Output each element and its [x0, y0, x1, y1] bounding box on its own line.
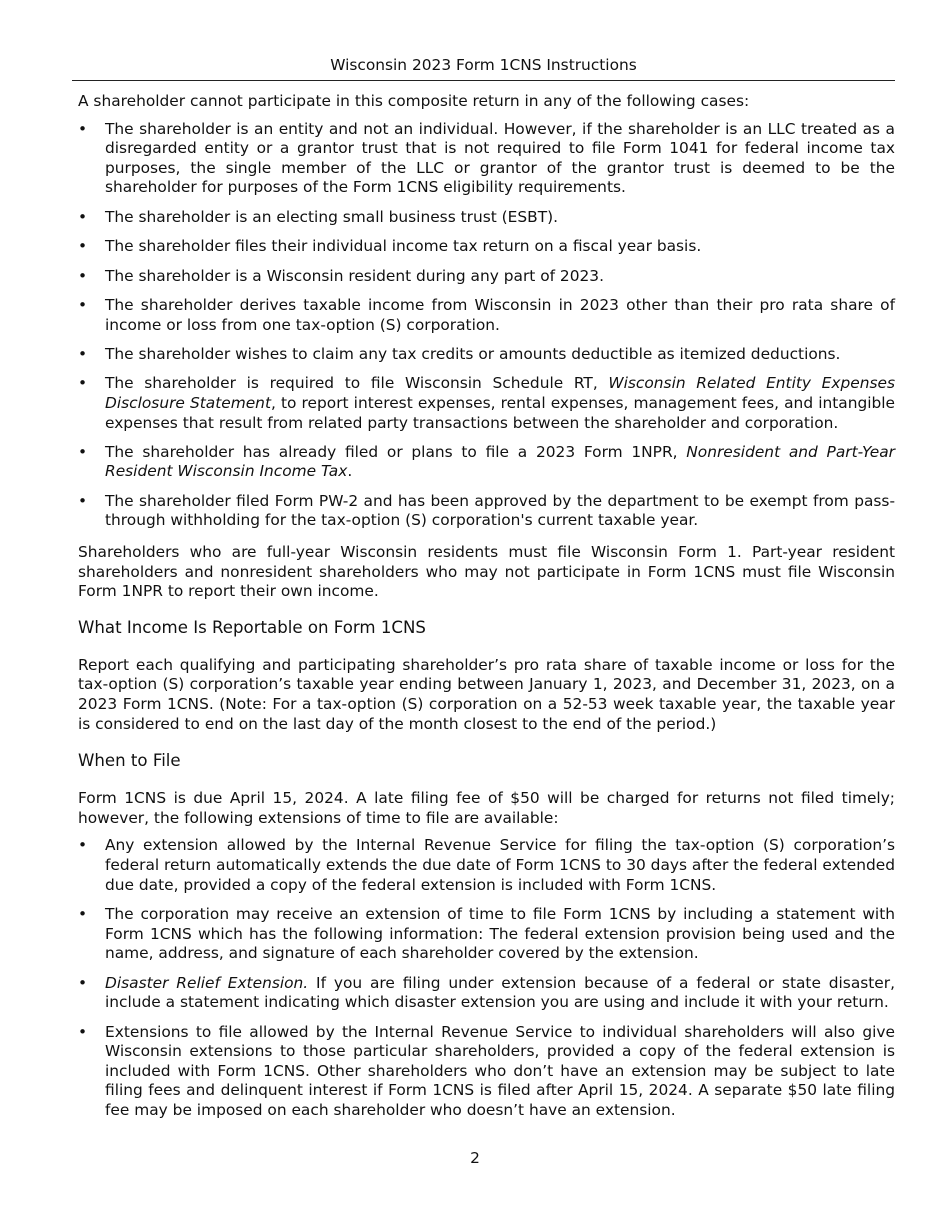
bullet-icon: • [78, 207, 88, 226]
list-item: • The shareholder is an electing small business trust (ESBT). [78, 207, 559, 226]
list-item: • Disaster Relief Extension. If you are filing under extension because of a federal or state disaster, include a statement indicating which disaster extension you are using and include it with your return. [78, 973, 895, 1012]
bullet-icon: • [78, 1022, 88, 1041]
list-item: • The shareholder filed Form PW-2 and has been approved by the department to be exempt from pass-through withholding for the tax-option (S) corporation's current taxable year. [78, 491, 895, 530]
page-number: 2 [470, 1149, 480, 1167]
list-item: • The shareholder has already filed or plans to file a 2023 Form 1NPR, Nonresident and Part-Year Resident Wisconsin Income Tax. [78, 442, 895, 481]
section1-intro: A shareholder cannot participate in this composite return in any of the following cases: [78, 92, 750, 110]
page-content [78, 92, 895, 1130]
bullet-icon: • [78, 904, 88, 923]
disaster-relief-label: Disaster Relief Extension. [105, 973, 309, 992]
bullet-icon: • [78, 442, 88, 461]
list-item: • The shareholder files their individual income tax return on a fiscal year basis. [78, 237, 702, 256]
bullet-icon: • [78, 237, 88, 256]
bullet-icon: • [78, 119, 88, 138]
heading-when-to-file: When to File [78, 751, 181, 771]
when-paragraph: Form 1CNS is due April 15, 2024. A late filing fee of $50 will be charged for returns not filed timely; however, the following extensions of time to file are available: [78, 789, 895, 827]
form-title: Wisconsin Related Entity Expenses Disclosure Statement [105, 374, 895, 412]
list-item: • The shareholder derives taxable income from Wisconsin in 2023 other than their pro rata share of income or loss from one tax-option (S) corporation. [78, 295, 895, 334]
bullet-icon: • [78, 266, 88, 285]
bullet-icon: • [78, 836, 88, 855]
bullet-icon: • [78, 295, 88, 314]
form-title: Nonresident and Part-Year Resident Wisconsin Income Tax [105, 442, 895, 481]
list-item: • Extensions to file allowed by the Internal Revenue Service to individual shareholders will also give Wisconsin extensions to those particular shareholders, provided a copy of the federal extension is included with Form 1CNS. Other shareholders who don’t have an extension may be subject to late filing fees and delinquent interest if Form 1CNS is filed after April 15, 2024. A separate $50 late filing fee may be imposed on each shareholder who doesn’t have an extension. [78, 1022, 895, 1119]
bullet-icon: • [78, 491, 88, 510]
section1-closing: Shareholders who are full-year Wisconsin residents must file Wisconsin Form 1. Part-year resident shareholders and nonresident shareholders who may not participate in Form 1CNS must file Wisconsin Form 1NPR to report their own income. [78, 543, 895, 601]
list-item: • The shareholder is a Wisconsin resident during any part of 2023. [78, 266, 604, 285]
list-item: • Any extension allowed by the Internal Revenue Service for filing the tax-option (S) corporation’s federal return automatically extends the due date of Form 1CNS to 30 days after the federal extended due date, provided a copy of the federal extension is included with Form 1CNS. [78, 836, 895, 894]
bullet-icon: • [78, 973, 88, 992]
list-item: • The shareholder is required to file Wisconsin Schedule RT, Wisconsin Related Entity Expenses Disclosure Statement, to report interest expenses, rental expenses, management fees, and intangible expenses that result from related party transactions between the shareholder and corporation. [78, 374, 896, 432]
extensions-list [78, 836, 895, 1120]
list-item: • The shareholder is an entity and not an individual. However, if the shareholder is an LLC treated as a disregarded entity or a grantor trust that is not required to file Form 1041 for federal income tax purposes, the single member of the LLC or grantor of the grantor trust is deemed to be the shareholder for purposes of the Form 1CNS eligibility requirements. [78, 119, 895, 197]
list-item: • The corporation may receive an extension of time to file Form 1CNS by including a statement with Form 1CNS which has the following information: The federal extension provision being used and the name, address, and signature of each shareholder covered by the extension. [78, 904, 895, 963]
bullet-icon: • [78, 374, 88, 393]
list-item: • The shareholder wishes to claim any tax credits or amounts deductible as itemized deductions. [78, 344, 841, 363]
page-header-title: Wisconsin 2023 Form 1CNS Instructions [330, 56, 637, 74]
bullet-icon: • [78, 344, 88, 363]
heading-what-income: What Income Is Reportable on Form 1CNS [78, 617, 426, 637]
header-divider [72, 80, 895, 81]
ineligibility-list [78, 120, 895, 531]
income-paragraph: Report each qualifying and participating shareholder’s pro rata share of taxable income or loss for the tax-option (S) corporation’s taxable year ending between January 1, 2023, and December 31, 2023, on a 2023 Form 1CNS. (Note: For a tax-option (S) corporation on a 52-53 week taxable year, the taxable year is considered to end on the last day of the month closest to the end of the period.) [78, 655, 895, 733]
